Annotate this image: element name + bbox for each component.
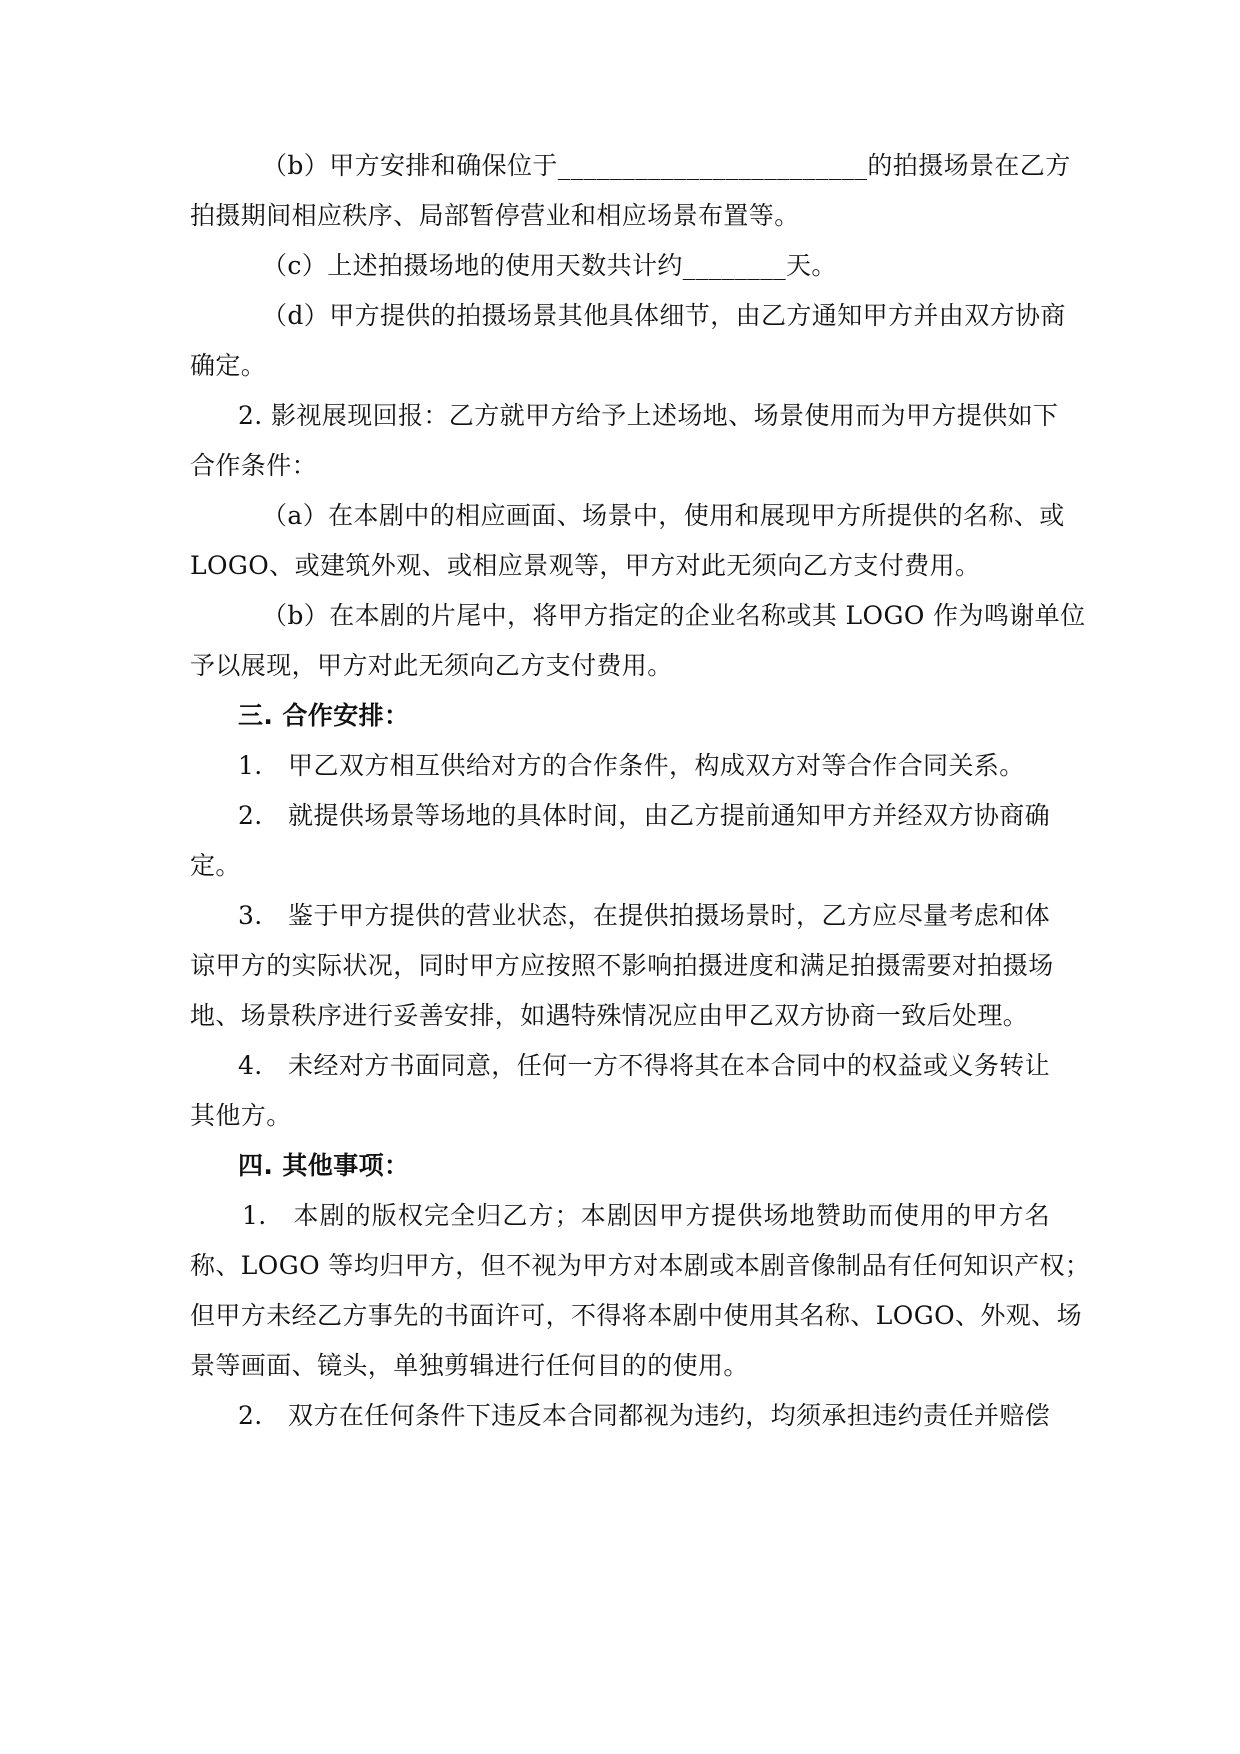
- section-heading: 四. 其他事项：: [238, 1151, 410, 1180]
- clause-line: 予以展现，甲方对此无须向乙方支付费用。: [190, 651, 673, 680]
- clause-line: 谅甲方的实际状况，同时甲方应按照不影响拍摄进度和满足拍摄需要对拍摄场: [190, 951, 1054, 980]
- clause-line: 1. 甲乙双方相互供给对方的合作条件，构成双方对等合作合同关系。: [238, 751, 1025, 780]
- clause-line: 合作条件：: [190, 451, 318, 480]
- clause-line: 拍摄期间相应秩序、局部暂停营业和相应场景布置等。: [190, 201, 800, 230]
- clause-line: （b）在本剧的片尾中，将甲方指定的企业名称或其 LOGO 作为鸣谢单位: [262, 601, 1086, 630]
- section-heading: 三. 合作安排：: [238, 701, 410, 730]
- clause-line: 确定。: [190, 351, 267, 380]
- clause-line: （b）甲方安排和确保位于________________________的拍摄场景在乙方: [262, 151, 1071, 180]
- clause-line: 称、LOGO 等均归甲方，但不视为甲方对本剧或本剧音像制品有任何知识产权；: [190, 1251, 1091, 1280]
- clause-line: 3. 鉴于甲方提供的营业状态，在提供拍摄场景时，乙方应尽量考虑和体: [238, 901, 1051, 930]
- clause-line: 2. 双方在任何条件下违反本合同都视为违约，均须承担违约责任并赔偿: [238, 1401, 1051, 1430]
- clause-line: 4. 未经对方书面同意，任何一方不得将其在本合同中的权益或义务转让: [238, 1051, 1051, 1080]
- clause-line: 其他方。: [190, 1101, 292, 1130]
- clause-line: 但甲方未经乙方事先的书面许可，不得将本剧中使用其名称、LOGO、外观、场: [190, 1301, 1082, 1330]
- clause-line: （a）在本剧中的相应画面、场景中，使用和展现甲方所提供的名称、或: [262, 501, 1065, 530]
- clause-line: 地、场景秩序进行妥善安排，如遇特殊情况应由甲乙双方协商一致后处理。: [190, 1001, 1029, 1030]
- clause-line: 2. 影视展现回报：乙方就甲方给予上述场地、场景使用而为甲方提供如下: [238, 401, 1059, 430]
- clause-line: 2. 就提供场景等场地的具体时间，由乙方提前通知甲方并经双方协商确: [238, 801, 1051, 830]
- clause-line: 定。: [190, 851, 241, 880]
- clause-line: （c）上述拍摄场地的使用天数共计约________天。: [262, 251, 837, 280]
- clause-line: LOGO、或建筑外观、或相应景观等，甲方对此无须向乙方支付费用。: [190, 551, 981, 580]
- clause-line: （d）甲方提供的拍摄场景其他具体细节，由乙方通知甲方并由双方协商: [262, 301, 1066, 330]
- clause-line: 景等画面、镜头，单独剪辑进行任何目的的使用。: [190, 1351, 749, 1380]
- clause-line: 1. 本剧的版权完全归乙方；本剧因甲方提供场地赞助而使用的甲方名: [242, 1201, 1050, 1230]
